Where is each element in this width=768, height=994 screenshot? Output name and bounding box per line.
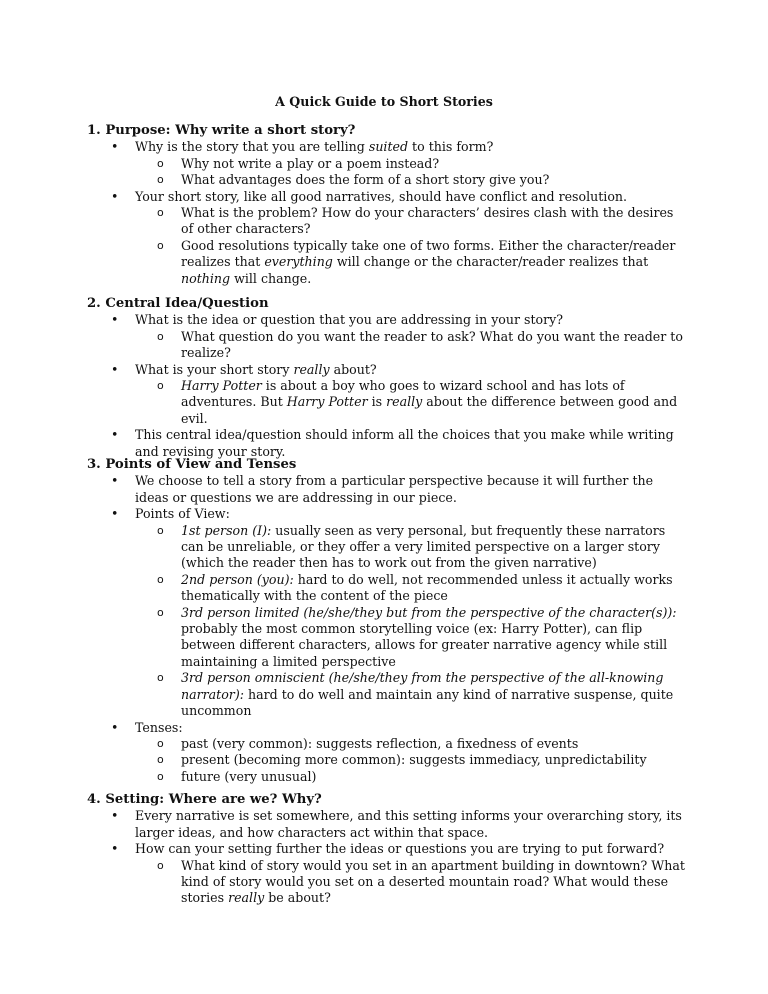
item-text: 3rd person limited (he/she/they but from the perspective of the character(s)): probably the most common storytelling voice (ex: Harry Potter), can flip between different characters, allows for greater narrative agency while still maintaining a limited perspective (181, 604, 677, 669)
sub-bullet-item (87, 329, 687, 362)
circle-bullet-icon: o (157, 769, 164, 783)
circle-bullet-icon: o (157, 156, 164, 170)
item-text: 2nd person (you): hard to do well, not recommended unless it actually works thematically with the content of the piece (181, 571, 673, 604)
sub-bullet-item (87, 378, 687, 427)
item-text: What advantages does the form of a short story give you? (181, 172, 550, 188)
item-text: past (very common): suggests reflection, a fixedness of events (181, 735, 579, 751)
section-setting (87, 792, 687, 907)
bullet-icon: • (111, 473, 119, 489)
bullet-item (87, 473, 687, 506)
section-points-of-view (87, 457, 687, 785)
circle-bullet-icon: o (157, 572, 164, 586)
bullet-item (87, 139, 687, 155)
item-text: What is your short story really about? (135, 361, 377, 377)
sub-bullet-item (87, 858, 687, 907)
sub-bullet-item (87, 736, 687, 752)
bullet-item (87, 808, 687, 841)
sub-bullet-item (87, 523, 687, 572)
bullet-icon: • (111, 719, 119, 735)
section-list (87, 808, 687, 906)
item-text: How can your setting further the ideas or questions you are trying to put forward? (135, 841, 665, 857)
item-text: Points of View: (135, 506, 230, 522)
page-title: A Quick Guide to Short Stories (275, 94, 493, 109)
sub-bullet-item (87, 172, 687, 188)
circle-bullet-icon: o (157, 206, 164, 220)
circle-bullet-icon: o (157, 173, 164, 187)
bullet-icon: • (111, 139, 119, 155)
section-heading: 1. Purpose: Why write a short story? (87, 123, 356, 138)
bullet-item (87, 427, 687, 460)
sub-bullet-item (87, 156, 687, 172)
bullet-icon: • (111, 427, 119, 443)
circle-bullet-icon: o (157, 329, 164, 343)
item-text: future (very unusual) (181, 768, 317, 784)
sub-bullet-item (87, 769, 687, 785)
sub-bullet-item (87, 205, 687, 238)
item-text: What is the problem? How do your characters’ desires clash with the desires of other characters? (181, 205, 674, 237)
bullet-item (87, 362, 687, 378)
section-central-idea (87, 296, 687, 460)
section-heading: 3. Points of View and Tenses (87, 457, 297, 472)
item-text: What is the idea or question that you are addressing in your story? (135, 312, 564, 328)
sub-bullet-item (87, 238, 687, 287)
item-text: present (becoming more common): suggests immediacy, unpredictability (181, 752, 647, 768)
item-text: Your short story, like all good narratives, should have conflict and resolution. (135, 188, 628, 204)
item-text: Why not write a play or a poem instead? (181, 155, 440, 171)
section-list (87, 473, 687, 785)
circle-bullet-icon: o (157, 605, 164, 619)
item-text: Tenses: (135, 719, 183, 735)
item-text: We choose to tell a story from a particular perspective because it will further the ideas or questions we are addressing in our piece. (135, 473, 654, 505)
section-purpose (87, 123, 687, 287)
section-heading: 2. Central Idea/Question (87, 296, 269, 311)
section-list (87, 312, 687, 460)
item-text: Harry Potter is about a boy who goes to wizard school and has lots of adventures. But Harry Potter is really about the difference between good and evil. (181, 378, 678, 426)
item-text: Why is the story that you are telling suited to this form? (135, 139, 494, 155)
item-text: This central idea/question should inform all the choices that you make while writing and revising your story. (135, 427, 674, 459)
sub-bullet-item (87, 752, 687, 768)
bullet-icon: • (111, 188, 119, 204)
bullet-icon: • (111, 808, 119, 824)
bullet-item (87, 720, 687, 736)
item-text: What question do you want the reader to ask? What do you want the reader to realize? (181, 328, 683, 361)
section-list (87, 139, 687, 287)
sub-bullet-item (87, 572, 687, 605)
circle-bullet-icon: o (157, 858, 164, 872)
bullet-icon: • (111, 841, 119, 857)
bullet-item (87, 189, 687, 205)
circle-bullet-icon: o (157, 523, 164, 537)
bullet-icon: • (111, 361, 119, 377)
item-text: Every narrative is set somewhere, and this setting informs your overarching story, its larger ideas, and how characters act within that space. (135, 808, 682, 840)
bullet-item (87, 506, 687, 522)
bullet-icon: • (111, 312, 119, 328)
circle-bullet-icon: o (157, 753, 164, 767)
circle-bullet-icon: o (157, 238, 164, 252)
item-text: 1st person (I): usually seen as very personal, but frequently these narrators can be unreliable, or they offer a very limited perspective on a larger story (which the reader then has to work out from the given narrative) (181, 522, 666, 571)
circle-bullet-icon: o (157, 379, 164, 393)
sub-bullet-item (87, 605, 687, 671)
item-text: 3rd person omniscient (he/she/they from the perspective of the all-knowing narrator): hard to do well and maintain any kind of narrative suspense, quite uncommon (181, 670, 674, 719)
bullet-icon: • (111, 506, 119, 522)
section-heading: 4. Setting: Where are we? Why? (87, 792, 322, 807)
item-text: What kind of story would you set in an apartment building in downtown? What kind of story would you set on a deserted mountain road? What would these stories really be about? (181, 857, 685, 906)
circle-bullet-icon: o (157, 736, 164, 750)
bullet-item (87, 312, 687, 328)
sub-bullet-item (87, 670, 687, 719)
circle-bullet-icon: o (157, 671, 164, 685)
item-text: Good resolutions typically take one of two forms. Either the character/reader realizes that everything will change or the character/reader realizes that nothing will change. (181, 237, 676, 286)
bullet-item (87, 841, 687, 857)
